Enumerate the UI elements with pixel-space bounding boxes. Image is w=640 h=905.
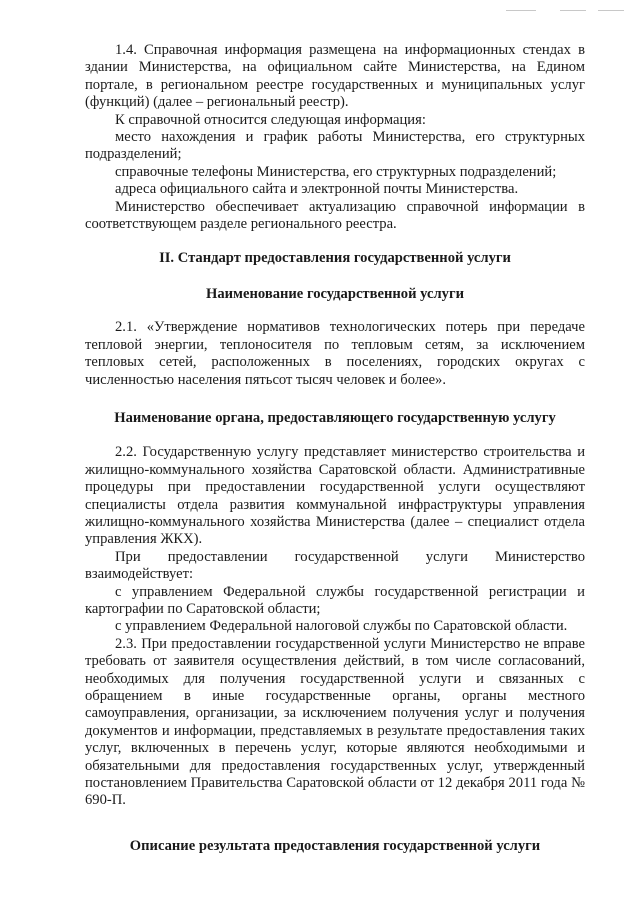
paragraph-site-email: адреса официального сайта и электронной почты Министерства. xyxy=(115,181,519,198)
section-heading-ii: II. Стандарт предоставления государственной услуги xyxy=(159,250,511,267)
document-body xyxy=(85,42,585,855)
subheading-providing-body: Наименование органа, предоставляющего государственную услугу xyxy=(114,409,556,426)
paragraph-updates: Министерство обеспечивает актуализацию справочной информации в соответствующем разделе регионального реестра. xyxy=(85,198,585,233)
paragraph-interaction: При предоставлении государственной услуги Министерство взаимодействует: xyxy=(85,548,585,583)
subheading-result-description: Описание результата предоставления государственной услуги xyxy=(129,837,541,854)
scan-artifact-marks xyxy=(506,8,626,14)
paragraph-location-schedule: место нахождения и график работы Министерства, его структурных подразделений; xyxy=(85,129,585,163)
paragraph-reference-info-intro: К справочной относится следующая информация: xyxy=(115,111,426,128)
paragraph-rosreestr: с управлением Федеральной службы государственной регистрации и картографии по Саратовской области; xyxy=(85,583,585,617)
paragraph-tax-service: с управлением Федеральной налоговой службы по Саратовской области. xyxy=(115,618,568,635)
paragraph-2-3: 2.3. При предоставлении государственной услуги Министерство не вправе требовать от заявителя осуществления действий, в том числе согласований, необходимых для получения государственной услуги и связанных с обращением в иные государственные органы, органы местного самоуправления, организации, за исключением получения услуг и получения документов и информации, представляемых в результате предоставления таких услуг, включенных в перечень услуг, которые являются необходимыми и обязательными для предоставления государственных услуг, утвержденный постановлением Правительства Саратовской области от 12 декабря 2011 года № 690-П. xyxy=(85,635,585,809)
paragraph-1-4: 1.4. Справочная информация размещена на информационных стендах в здании Министерства, на официальном сайте Министерства, на Едином портале, в региональном реестре государственных и муниципальных услуг (функций) (далее – региональный реестр). xyxy=(85,42,585,111)
paragraph-phones: справочные телефоны Министерства, его структурных подразделений; xyxy=(115,163,557,180)
paragraph-2-1: 2.1. «Утверждение нормативов технологических потерь при передаче тепловой энергии, теплоносителя по тепловым сетям, за исключением тепловых сетей, расположенных в поселениях, городских округах с численностью населения пятьсот тысяч человек и более». xyxy=(85,319,585,388)
subheading-service-name: Наименование государственной услуги xyxy=(206,285,464,302)
paragraph-2-2: 2.2. Государственную услугу представляет министерство строительства и жилищно-коммунального хозяйства Саратовской области. Административные процедуры при предоставлении государственной услуги осуществляют специалисты отдела развития коммунальной инфраструктуры управления жилищно-коммунального хозяйства Министерства (далее – специалист отдела управления ЖКХ). xyxy=(85,444,585,548)
